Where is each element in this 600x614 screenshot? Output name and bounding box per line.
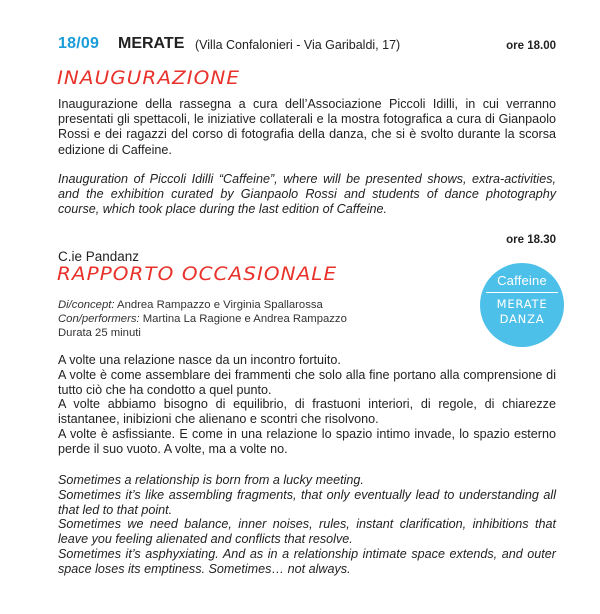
event2-description-it [58,353,556,457]
duration-line: Durata 25 minuti [58,327,141,340]
event-venue: (Villa Confalonieri - Via Garibaldi, 17) [195,38,401,52]
event-city: MERATE [118,35,185,52]
concept-value: Andrea Rampazzo e Virginia Spallarossa [117,299,323,311]
paragraph: A volte è asfissiante. E come in una relazione lo spazio intimo invade, lo spazio esterno perde il suo vuoto. A volte, ma a volte no. [58,426,556,456]
event2-time: ore 18.30 [506,234,556,246]
paragraph: A volte una relazione nasce da un incontro fortuito. [58,353,341,367]
performers-line [58,312,347,326]
concept-label: Di/concept: [58,299,115,311]
concept-line [58,298,347,312]
paragraph: Sometimes it’s asphyxiating. And as in a relationship intimate space extends, and outer space loses its emptiness. Sometimes… not always. [58,546,556,576]
badge-line-caffeine: Caffeine [497,273,547,288]
event2-title: RAPPORTO OCCASIONALE [57,263,338,285]
paragraph: Sometimes it’s like assembling fragments, that only eventually lead to understanding all that led to that point. [58,487,556,517]
event1-description-en: Inauguration of Piccoli Idilli “Caffeine”, where will be presented shows, extra-activities, and the exhibition curated by Gianpaolo Rossi and students of dance photography course, which took place during the last edition of Caffeine. [58,172,556,217]
event1-description-it: Inaugurazione della rassegna a cura dell’Associazione Piccoli Idilli, in cui verranno presentati gli spettacoli, le iniziative collaterali e la mostra fotografica a cura di Gianpaolo Rossi e dei ragazzi del corso di fotografia della danza, che si è svolto durante la scorsa edizione di Caffeine. [58,97,556,157]
event1-time: ore 18.00 [506,40,556,52]
paragraph: Sometimes a relationship is born from a lucky meeting. [58,473,364,487]
paragraph: Sometimes we need balance, inner noises, rules, instant clarification, inhibitions that leave you feeling alienated and conflicts that resolve. [58,517,556,547]
badge-divider [486,292,558,293]
performers-value: Martina La Ragione e Andrea Rampazzo [142,313,347,326]
caffeine-badge [480,263,564,347]
event1-title: INAUGURAZIONE [57,67,241,89]
event-date: 18/09 [58,35,100,52]
badge-line-danza: DANZA [499,312,545,326]
event2-credits [58,298,347,341]
event2-company: C.ie Pandanz [58,249,140,264]
paragraph: A volte è come assemblare dei frammenti che solo alla fine portano alla comprensione di tutto ciò che ha condotto a quel punto. [58,367,556,397]
performers-label: Con/performers: [58,313,140,326]
badge-line-merate: MERATE [496,297,548,311]
event2-description-en [58,473,556,577]
paragraph: A volte abbiamo bisogno di equilibrio, di frastuoni interiori, di regole, di chiarezze istantanee, inibizioni che alienano e scontri che risolvono. [58,397,556,427]
